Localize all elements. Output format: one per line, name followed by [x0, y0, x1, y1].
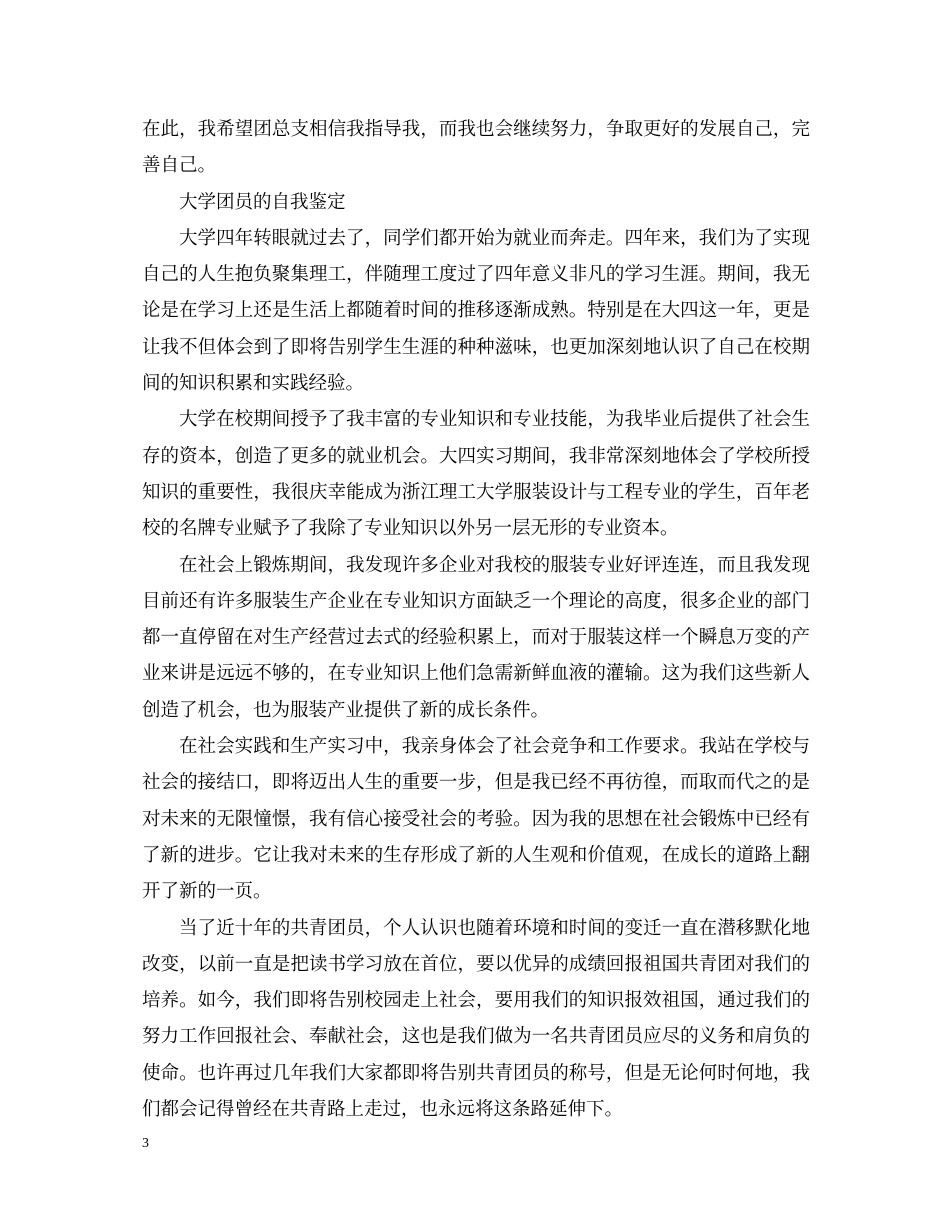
paragraph-league-member: 当了近十年的共青团员，个人认识也随着环境和时间的变迁一直在潜移默化地改变，以前一直是把读书学习放在首位，要以优异的成绩回报祖国共青团对我们的培养。如今，我们即将告别校园走上社会，要用我们的知识报效祖国，通过我们的努力工作回报社会、奉献社会，这也是我们做为一名共青团员应尽的义务和肩负的使命。也许再过几年我们大家都即将告别共青团员的称号，但是无论何时何地，我们都会记得曾经在共青路上走过，也永远将这条路延伸下。 — [142, 917, 810, 1121]
paragraph-four-years: 大学四年转眼就过去了，同学们都开始为就业而奔走。四年来，我们为了实现自己的人生抱负聚集理工，伴随理工度过了四年意义非凡的学习生涯。期间，我无论是在学习上还是生活上都随着时间的推移逐渐成熟。特别是在大四这一年，更是让我不但体会到了即将告别学生生涯的种种滋味，也更加深刻地认识了自己在校期间的知识积累和实践经验。 — [142, 227, 810, 395]
paragraph-closing-hope: 在此，我希望团总支相信我指导我，而我也会继续努力，争取更好的发展自己，完善自己。 — [142, 119, 810, 177]
document-body — [142, 112, 810, 1128]
paragraph-social-practice: 在社会实践和生产实习中，我亲身体会了社会竞争和工作要求。我站在学校与社会的接结口，即将迈出人生的重要一步，但是我已经不再彷徨，而取而代之的是对未来的无限憧憬，我有信心接受社会的考验。因为我的思想在社会锻炼中已经有了新的进步。它让我对未来的生存形成了新的人生观和价值观，在成长的道路上翻开了新的一页。 — [142, 736, 810, 903]
paragraph-social-training: 在社会上锻炼期间，我发现许多企业对我校的服装专业好评连连，而且我发现目前还有许多服装生产企业在专业知识方面缺乏一个理论的高度，很多企业的部门都一直停留在对生产经营过去式的经验积累上，而对于服装这样一个瞬息万变的产业来讲是远远不够的，在专业知识上他们急需新鲜血液的灌输。这为我们这些新人创造了机会，也为服装产业提供了新的成长条件。 — [142, 554, 810, 721]
section-heading: 大学团员的自我鉴定 — [179, 191, 346, 213]
page-number: 3 — [142, 1136, 149, 1151]
paragraph-professional-knowledge: 大学在校期间授予了我丰富的专业知识和专业技能，为我毕业后提供了社会生存的资本，创造了更多的就业机会。大四实习期间，我非常深刻地体会了学校所授知识的重要性，我很庆幸能成为浙江理工大学服装设计与工程专业的学生，百年老校的名牌专业赋予了我除了专业知识以外另一层无形的专业资本。 — [142, 409, 810, 540]
